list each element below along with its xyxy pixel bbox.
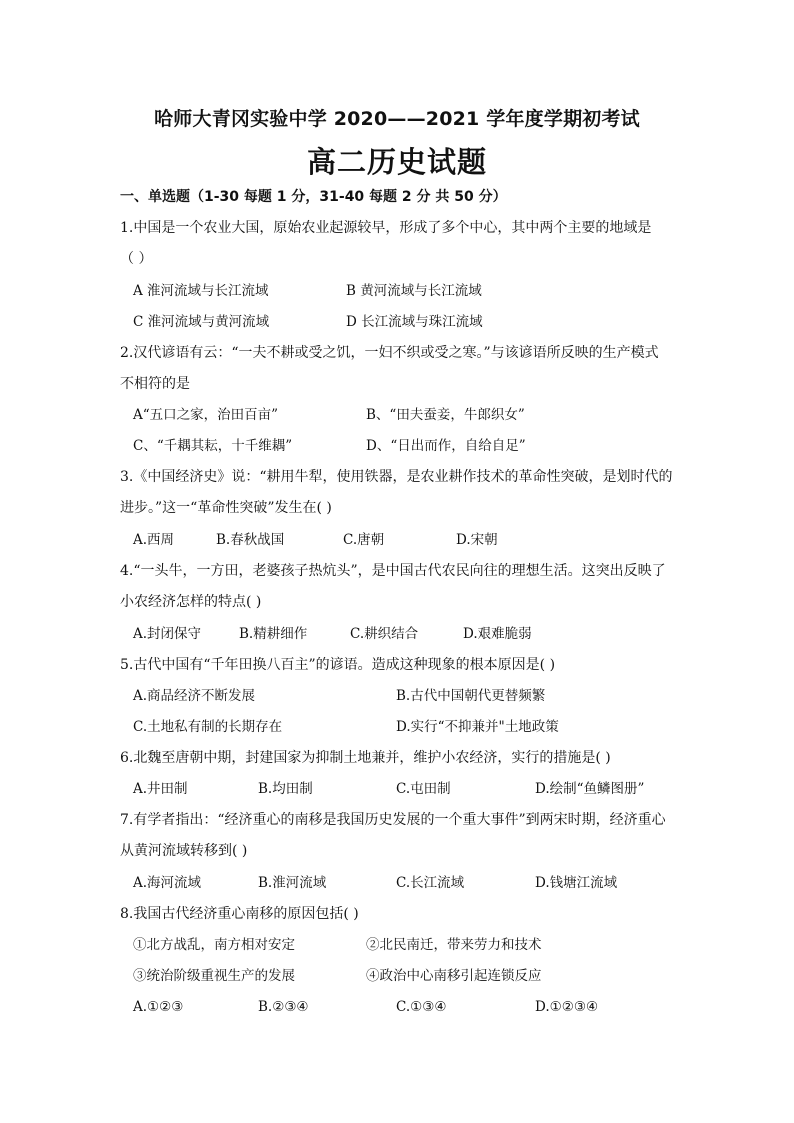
question-2-stem-line-2: 不相符的是 [120, 376, 190, 392]
question-2-option-c: C、“千耦其耘，十千维耦” [133, 438, 293, 454]
question-7-stem-line-1: 7.有学者指出：“经济重心的南移是我国历史发展的一个重大事件”到两宋时期，经济重心 [120, 812, 666, 828]
question-7-option-a: A.海河流域 [133, 875, 202, 891]
question-3-stem-line-2: 进步。”这一“革命性突破”发生在( ) [120, 500, 332, 516]
question-8-item-2: ②北民南迁，带来劳力和技术 [366, 937, 542, 953]
question-1-option-c: C 淮河流域与黄河流域 [133, 314, 270, 330]
question-2-stem-line-1: 2.汉代谚语有云：“一夫不耕或受之饥，一妇不织或受之寒。”与该谚语所反映的生产模式 [120, 345, 659, 361]
question-4-stem-line-1: 4.“一头牛，一方田，老婆孩子热炕头”，是中国古代农民向往的理想生活。这突出反映了 [120, 563, 666, 579]
question-1-option-a: A 淮河流域与长江流域 [133, 283, 269, 299]
question-8-option-d: D.①②③④ [535, 999, 599, 1015]
question-5-option-a: A.商品经济不断发展 [133, 688, 256, 704]
question-8-option-c: C.①③④ [396, 999, 447, 1015]
question-3-option-d: D.宋朝 [456, 532, 498, 548]
question-6-option-a: A.井田制 [133, 781, 188, 797]
question-4-option-d: D.艰难脆弱 [463, 626, 532, 642]
question-4-option-b: B.精耕细作 [239, 626, 308, 642]
question-5-stem: 5.古代中国有“千年田换八百主”的谚语。造成这种现象的根本原因是( ) [120, 657, 556, 673]
question-8-option-a: A.①②③ [133, 999, 184, 1015]
section-heading: 一、单选题（1-30 每题 1 分，31-40 每题 2 分 共 50 分） [120, 189, 507, 205]
question-5-option-c: C.土地私有制的长期存在 [133, 719, 283, 735]
question-8-option-b: B.②③④ [258, 999, 309, 1015]
question-4-stem-line-2: 小农经济怎样的特点( ) [120, 594, 262, 610]
question-7-stem-line-2: 从黄河流域转移到( ) [120, 843, 248, 859]
question-8-item-4: ④政治中心南移引起连锁反应 [366, 968, 542, 984]
question-3-option-b: B.春秋战国 [216, 532, 285, 548]
question-6-option-c: C.屯田制 [396, 781, 451, 797]
question-8-item-3: ③统治阶级重视生产的发展 [133, 968, 295, 984]
question-4-option-c: C.耕织结合 [350, 626, 419, 642]
question-7-option-c: C.长江流域 [396, 875, 465, 891]
question-6-option-d: D.绘制“鱼鳞图册” [535, 781, 645, 797]
question-3-option-c: C.唐朝 [343, 532, 385, 548]
question-3-stem-line-1: 3.《中国经济史》说：“耕用牛犁，使用铁器，是农业耕作技术的革命性突破，是划时代的 [120, 469, 673, 485]
question-5-option-d: D.实行“不抑兼并"土地政策 [396, 719, 559, 735]
question-7-option-b: B.淮河流域 [258, 875, 327, 891]
question-1-option-d: D 长江流域与珠江流域 [346, 314, 483, 330]
question-1-stem-line-1: 1.中国是一个农业大国，原始农业起源较早，形成了多个中心，其中两个主要的地域是 [120, 220, 652, 236]
page-title: 高二历史试题 [306, 145, 487, 179]
question-3-option-a: A.西周 [133, 532, 175, 548]
school-exam-line: 哈师大青冈实验中学 2020——2021 学年度学期初考试 [154, 108, 640, 130]
question-7-option-d: D.钱塘江流域 [535, 875, 618, 891]
question-6-stem: 6.北魏至唐朝中期，封建国家为抑制土地兼并，维护小农经济，实行的措施是( ) [120, 750, 611, 766]
question-4-option-a: A.封闭保守 [133, 626, 202, 642]
question-8-stem: 8.我国古代经济重心南移的原因包括( ) [120, 906, 359, 922]
question-2-option-b: B、“田夫蚕妾，牛郎织女” [366, 407, 525, 423]
question-1-stem-line-2: （ ） [120, 251, 153, 267]
question-6-option-b: B.均田制 [258, 781, 313, 797]
question-8-item-1: ①北方战乱，南方相对安定 [133, 937, 295, 953]
question-5-option-b: B.古代中国朝代更替频繁 [396, 688, 546, 704]
question-1-option-b: B 黄河流域与长江流域 [346, 283, 482, 299]
question-2-option-d: D、“日出而作，自给自足” [366, 438, 526, 454]
question-2-option-a: A“五口之家，治田百亩” [133, 407, 279, 423]
